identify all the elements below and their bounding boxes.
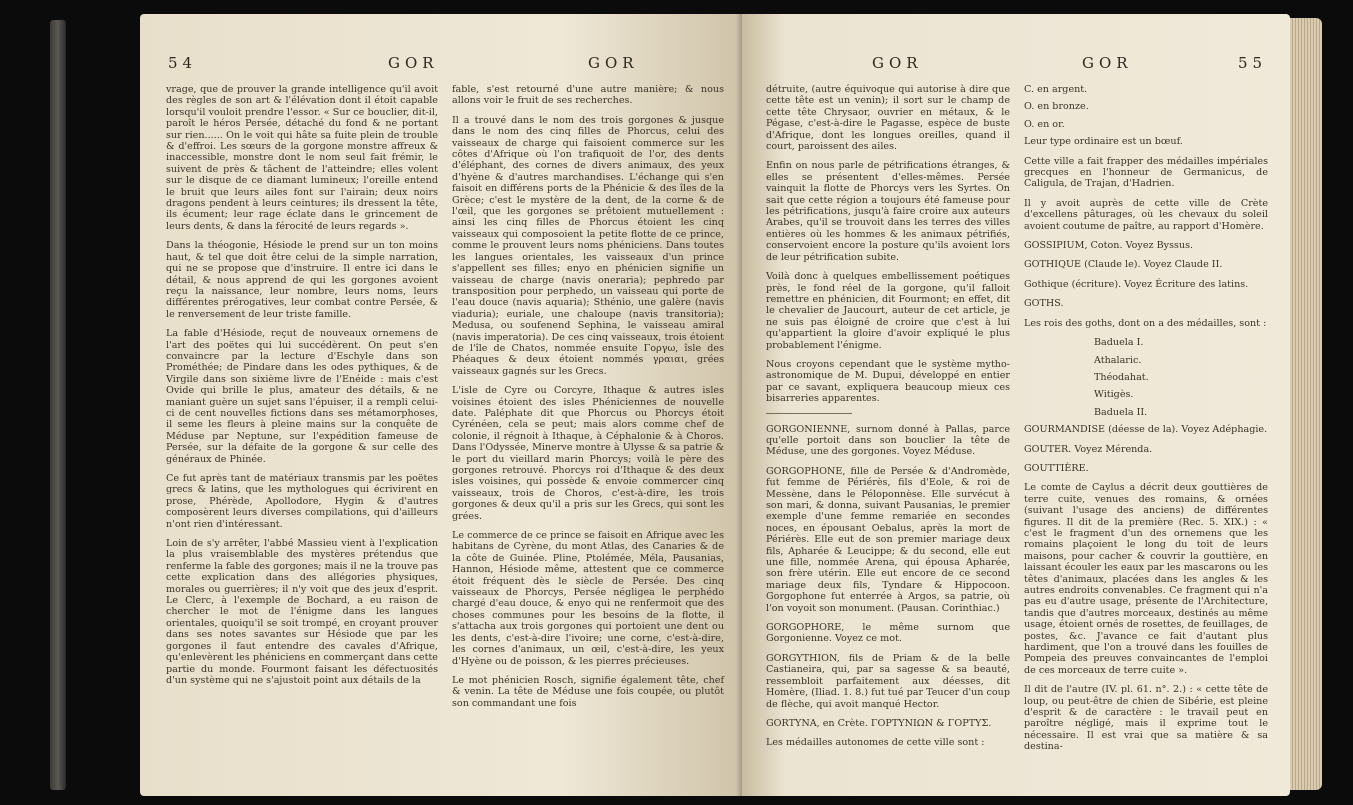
right-page-number: 55 [1238,54,1268,72]
paragraph: La fable d'Hésiode, reçut de nouveaux ornemens de l'art des poëtes qui lui succédèrent. On peut s'en convaincre par la lecture d'Eschyle dans son Prométhée; de Pindare dans les odes pythiques, & de Virgile dans son sixième livre de l'Enéide : mais c'est Ovide qui brille le plus, amateur des détails, & ne maniant guère un sujet sans l'épuiser, il a rempli celui-ci de cent nouvelles fictions dans ses métamorphoses, il seme les fleurs à pleine mains sur la conquête de Méduse par Neptune, sur l'expédition fameuse de Persée, sur la défaite de la gorgone & sur celle des généraux de Phinée. [166,328,438,465]
entry-gorgophone: GORGOPHONE, fille de Persée & d'Andromède, fut femme de Périérès, fils d'Eole, & roi de Messène, dans le Péloponnèse. Elle survécut à son mari, & donna, suivant Pausanias, le premier exemple d'une femme remariée en secondes noces, en épousant Oebalus, après la mort de Périérès. Elle eut de son premier mariage deux fils, Apharée & Leucippe; & du second, elle eut une fille, nommée Arena, qui épousa Apharée, son frère utérin. Elle eut encore de ce second mariage deux fils, Tyndare & Hippocoon. Gorgophone fut enterrée à Argos, sa patrie, où l'on voyoit son monument. (Pausan. Corinthiac.) [766,465,1010,614]
entry-gorgophore: GORGOPHORE, le même surnom que Gorgonienne. Voyez ce mot. [766,622,1010,645]
list-item: Baduela II. [1094,406,1148,418]
paragraph: Il a trouvé dans le nom des trois gorgones & jusque dans le nom des cinq filles de Phorcus, celui des vaisseaux de charge qui faisoient commerce sur les côtes d'Afrique où l'on trafiquoit de l'or, des dents d'éléphant, des cornes de divers animaux, des yeux d'hyène & d'autres marchandises. L'échange qui s'en faisoit en différens ports de la Phénicie & des îles de la Grèce; c'est le mystère de la dent, de la corne & de l'œil, que les gorgones se prêtoient mutuellement : ainsi les cinq filles de Phorcus étoient les cinq vaisseaux qui composoient la petite flotte de ce prince, comme le prouvent leurs noms phéniciens. Dans toutes les langues orientales, les vaisseaux d'un prince s'appellent ses filles; enyo en phénicien signifie un vaisseau de charge (navis oneraria); pephredo par transposition pour perphedo, un vaisseau qui porte de l'eau douce (navis aquaria); Sthénio, une galère (navis viaduria); euriale, une chaloupe (navis transitoria); Medusa, ou soufenend Sephina, le vaisseau amiral (navis imperatoria). De ces cinq vaisseaux, trois étoient de l'île de Chatos, nommée ensuite Γοργω, îsle des Phéaques & deux étoient nommés γραιαι, grées vaisseaux gagnés sur les Grecs. [452,114,724,377]
paragraph: L'isle de Cyre ou Corcyre, Ithaque & autres isles voisines étoient des isles Phéniciennes de nouvelle date. Paléphate dit que Phorcus ou Phorcys étoit Cyrénéen, cela se peut; mais alors comme chef de colonie, il régnoit à Ithaque, à Céphalonie & à Choros. Dans l'Odyssée, Minerve montre à Ulysse & sa patrie & le port du vieillard marin Phorcys; voilà le père des gorgones retrouvé. Phorcys roi d'Ithaque & des deux isles voisines, qui possède & envoie commercer cinq vaisseaux, trois de Choros, c'est-à-dire, les trois gorgones & deux qu'il a pris sur les Grecs, qui sont les grées. [452,385,724,522]
left-column-1 [166,84,438,694]
open-book [60,6,1298,802]
right-page [742,14,1290,796]
list-item: Baduela I. [1094,337,1144,349]
paragraph: Le mot phénicien Rosch, signifie également tête, chef & venin. La tête de Méduse une fois coupée, ou plutôt son commandant une fois [452,674,724,709]
entry-gorgonienne: GORGONIENNE, surnom donné à Pallas, parce qu'elle portoit dans son bouclier la tête de Méduse, une des gorgones. Voyez Méduse. [766,423,1010,458]
book-cover-edge [50,20,66,790]
left-page-number: 54 [168,54,198,72]
medal-list [1024,84,1268,130]
paragraph: détruite, (autre équivoque qui autorise à dire que cette tête est un venin); il sort sur le champ de cette tête Chrysaor, ouvrier en métaux, & le Pégase, c'est-à-dire le Pagasse, espèce de buste d'Afrique, dont les longues oreilles, quand il court, paroissent des ailes. [766,84,1010,153]
entry-gouttiere: GOUTTIÈRE. [1024,462,1089,474]
paragraph: Les rois des goths, dont on a des médailles, sont : [1024,317,1267,329]
paragraph: Leur type ordinaire est un bœuf. [1024,136,1183,148]
left-running-head-1: GOR [388,54,439,72]
right-column-2 [1024,84,1268,761]
entry-gothique-ecriture: Gothique (écriture). Voyez Écriture des latins. [1024,278,1249,290]
right-running-head-2: GOR [1082,54,1133,72]
left-page [140,14,742,796]
list-item: Théodahat. [1094,371,1149,383]
paragraph: Il dit de l'autre (IV. pl. 61. n°. 2.) : « cette tête de loup, ou peut-être de chien de Sibérie, est pleine d'esprit & de caractère : le travail peut en paroître négligé, mais il exprime tout le nécessaire. Il est vrai que sa matière & sa destina- [1024,684,1268,753]
paragraph: Il y avoit auprès de cette ville de Crète d'excellens pâturages, où les chevaux du soleil avoient coutume de paître, au rapport d'Homère. [1024,197,1268,232]
list-item: O. en bronze. [1024,101,1089,113]
entry-goths: GOTHS. [1024,298,1064,310]
right-column-1 [766,84,1010,757]
entry-gortyna: GORTYNA, en Crète. ΓΟΡΤΥΝΙΩΝ & ΓΟΡΤΥΣ. [766,717,992,729]
goth-kings-list [1094,337,1268,418]
list-item: Witigès. [1094,389,1134,401]
paragraph: vrage, que de prouver la grande intelligence qu'il avoit des règles de son art & l'élévation dont il étoit capable lorsqu'il vouloit prendre l'essor. « Sur ce bouclier, dit-il, paroît le héros Persée, détaché du fond & ne portant sur rien...... On le voit qui hâte sa fuite plein de trouble & d'effroi. Les sœurs de la gorgone monstre affreux & inaccessible, monstre dont le nom seul fait frémir, le suivent de près & tâchent de l'atteindre; elles volent sur le disque de ce diamant lumineux; l'oreille entend le bruit que leurs ailes font sur l'airain; deux noirs dragons pendent à leurs ceintures; ils dressent la tête, ils écument; leur rage éclate dans le grincement de leurs dents, & dans la férocité de leurs regards ». [166,84,438,232]
entry-gorgythion: GORGYTHION, fils de Priam & de la belle Castianeira, qui, par sa sagesse & sa beauté, ressembloit parfaitement aux déesses, dit Homère, (Iliad. 1. 8.) fut tué par Teucer d'un coup de flèche, qui avoit manqué Hector. [766,652,1010,710]
paragraph: Le commerce de ce prince se faisoit en Afrique avec les habitans de Cyrène, du mont Atlas, des Canaries & de la côte de Guinée. Pline, Ptolémée, Méla, Pausanias, Hannon, Hésiode même, attestent que ce commerce étoit fréquent dès le siècle de Persée. Des cinq vaisseaux de Phorcys, Persée négligea le perphédo chargé d'eau douce, & enyo qui ne renfermoit que des choses communes pour les besoins de la flotte, il s'attacha aux trois gorgones qui portoient une dent ou les dents, c'est-à-dire l'ivoire; une corne, c'est-à-dire, les cornes d'animaux, un œil, c'est-à-dire, les yeux d'Hyène ou de poisson, & les pierres précieuses. [452,530,724,667]
list-item: O. en or. [1024,118,1065,130]
paragraph: fable, s'est retourné d'une autre manière; & nous allons voir le fruit de ses recherches. [452,84,724,107]
left-running-head-2: GOR [588,54,639,72]
paragraph: Cette ville a fait frapper des médailles impériales grecques en l'honneur de Germanicus, de Caligula, de Trajan, d'Hadrien. [1024,155,1268,190]
paragraph: Dans la théogonie, Hésiode le prend sur un ton moins haut, & tel que doit être celui de la simple narration, qui ne se propose que d'instruire. Il entre ici dans le détail, & nous apprend de qui les gorgones avoient reçu la naissance, leur nombre, leurs noms, leurs différentes prérogatives, leur combat contre Persée, & le renversement de leur triste famille. [166,240,438,320]
paragraph: Ce fut après tant de matériaux transmis par les poëtes grecs & latins, que les mythologues qui écrivirent en prose, Phérède, Apollodore, Hygin & d'autres composèrent leurs diverses compilations, qui d'ailleurs n'ont rien d'intéressant. [166,473,438,530]
list-item: C. en argent. [1024,84,1088,95]
paragraph: Les médailles autonomes de cette ville sont : [766,737,985,749]
entry-gothique: GOTHIQUE (Claude le). Voyez Claude II. [1024,259,1223,271]
entry-gourmandise: GOURMANDISE (déesse de la). Voyez Adéphagie. [1024,424,1268,436]
left-column-2 [452,84,724,717]
paragraph: Voilà donc à quelques embellissement poétiques près, le fond réel de la gorgone, qu'il falloit remettre en phénicien, dit Fourmont; en effet, dit le chevalier de Jaucourt, auteur de cet article, je ne suis pas éloigné de croire que c'est à lui qu'appartient la gloire d'avoir expliqué le plus probablement l'énigme. [766,271,1010,351]
section-rule [766,413,852,414]
paragraph: Nous croyons cependant que le système mytho-astronomique de M. Dupui, développé en entier par ce savant, expliquera beaucoup mieux ces bisarreries apparentes. [766,358,1010,405]
right-running-head-1: GOR [872,54,923,72]
paragraph: Le comte de Caylus a décrit deux gouttières de terre cuite, venues des romains, & ornées (suivant l'usage des anciens) de différentes figures. Il dit de la première (Rec. 5. XIX.) : « c'est le fragment d'un des ornemens que les romains plaçoient le long du toit de leurs maisons, pour cacher & couvrir la gouttière, en laissant écouler les eaux par les mascarons ou les têtes d'animaux, placées dans les angles & les autres endroits convenables. Ce fragment qui n'a pas eu d'autre usage, présente de l'Architecture, tandis que d'autres morceaux, destinés au même usage, étoient ornés de rosettes, de feuillages, de postes, &c. J'avance ce fait d'autant plus hardiment, que l'on a trouvé dans les fouilles de Pompeia des preuves convaincantes de l'emploi de ces morceaux de terre cuite ». [1024,482,1268,676]
entry-gossipium: GOSSIPIUM, Coton. Voyez Byssus. [1024,240,1194,252]
list-item: Athalaric. [1094,354,1142,366]
paragraph: Loin de s'y arrêter, l'abbé Massieu vient à l'explication la plus vraisemblable des mystères prétendus que renferme la fable des gorgones; mais il ne la trouve pas cette explication dans des allégories physiques, morales ou guerrières; il n'y voit que des jeux d'esprit. Le Clerc, à l'exemple de Bochard, a eu raison de chercher le mot de l'énigme dans les langues orientales, quoiqu'il se soit trompé, en croyant prouver dans ses notes savantes sur Hésiode que par les gorgones il faut entendre des cavales d'Afrique, qu'enlevèrent les phéniciens en commerçant dans cette partie du monde. Fourmont faisant les défectuosités d'un système qui ne s'ajustoit point aux détails de la [166,538,438,686]
entry-gouter: GOUTER. Voyez Mérenda. [1024,443,1153,455]
paragraph: Enfin on nous parle de pétrifications étranges, & elles se présentent d'elles-mêmes. Persée vainquit la flotte de Phorcys vers les Syrtes. On sait que cette région a toujours été fameuse pour les pétrifications, jusqu'à faire croire aux auteurs Arabes, qu'il se trouvoit dans les terres des villes entières où les hommes & les animaux pétrifiés, conservoient encore la posture qu'ils avoient lors de leur pétrification subite. [766,160,1010,263]
